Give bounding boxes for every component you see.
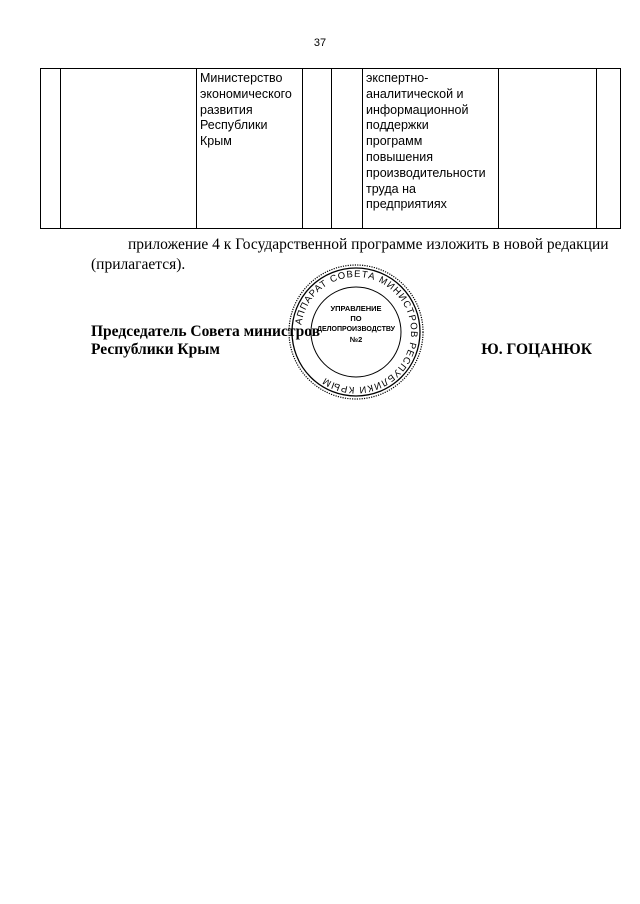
cell-text-line: экономического: [200, 86, 292, 101]
seal-center-line: УПРАВЛЕНИЕ: [330, 304, 382, 313]
result-description-cell: [363, 69, 499, 229]
cell-text-line: поддержки: [366, 118, 429, 133]
table-row: [41, 69, 621, 229]
signatory-title: Республики Крым: [91, 341, 220, 358]
cell-text-line: программ: [366, 134, 423, 149]
signatory-name: Ю. ГОЦАНЮК: [481, 341, 592, 358]
page-number: 37: [313, 37, 327, 49]
seal-center-line: ПО: [350, 314, 362, 323]
cell-text-line: Крым: [200, 134, 232, 149]
paragraph-line: приложение 4 к Государственной программе изложить в новой редакции: [128, 236, 609, 253]
program-table: [40, 68, 621, 229]
signatory-title: Председатель Совета министров: [91, 323, 321, 340]
table-cell-5: [332, 69, 363, 229]
seal-ring-text: АППАРАТ СОВЕТА МИНИСТРОВ РЕСПУБЛИКИ КРЫМ: [293, 268, 420, 396]
cell-text-line: информационной: [366, 102, 469, 117]
cell-text-line: Министерство: [200, 71, 283, 85]
cell-text-line: предприятиях: [366, 197, 447, 212]
seal-center-line: №2: [349, 335, 363, 344]
official-seal: [287, 263, 425, 401]
cell-text-line: экспертно-: [366, 71, 429, 85]
table-cell-8: [597, 69, 621, 229]
cell-text-line: Республики: [200, 118, 268, 133]
cell-text-line: производительности: [366, 165, 486, 180]
table-cell-4: [303, 69, 332, 229]
seal-center-line: ДЕЛОПРОИЗВОДСТВУ: [316, 326, 396, 333]
paragraph-line: (прилагается).: [91, 256, 186, 273]
cell-text-line: труда на: [366, 181, 416, 196]
table-cell-7: [499, 69, 597, 229]
cell-text-line: аналитической и: [366, 86, 464, 101]
cell-text-line: повышения: [366, 149, 433, 164]
table-cell-2: [61, 69, 197, 229]
responsible-executor-cell: [197, 69, 303, 229]
table-cell-1: [41, 69, 61, 229]
cell-text-line: развития: [200, 102, 253, 117]
